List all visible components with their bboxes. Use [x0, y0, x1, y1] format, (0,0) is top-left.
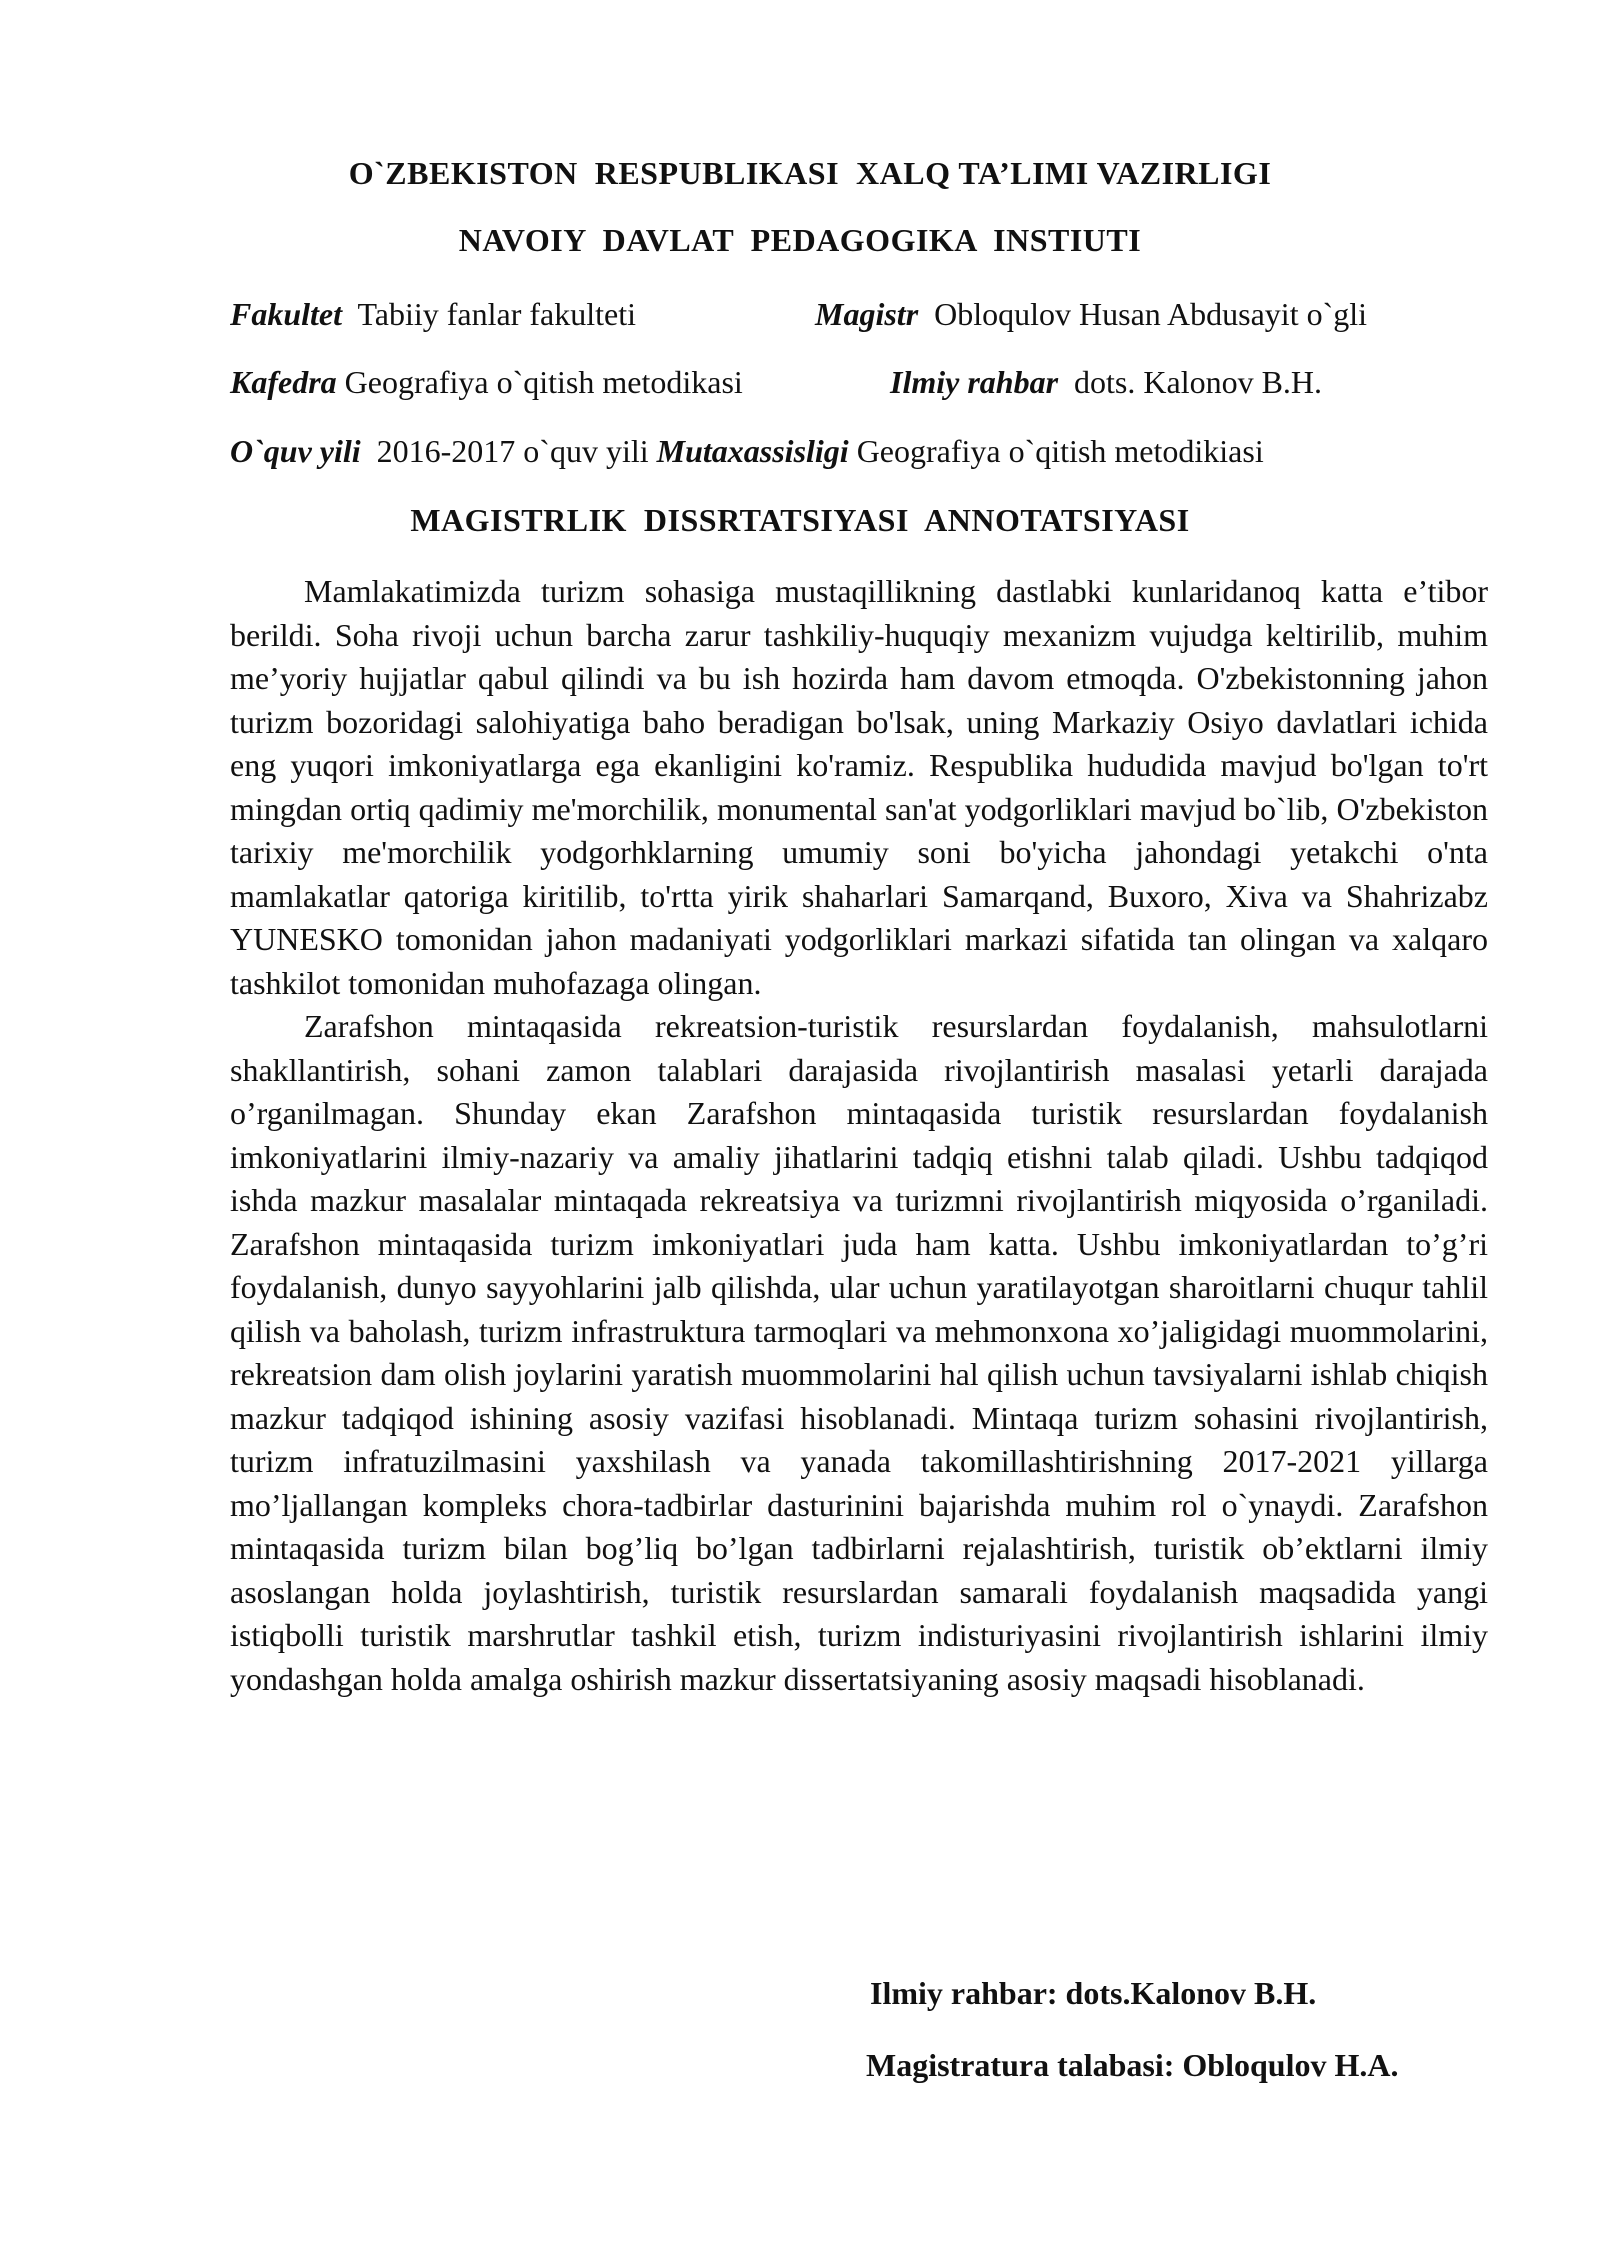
master-value: Obloqulov Husan Abdusayit o`gli [918, 296, 1368, 332]
specialty-label: Mutaxassisligi [656, 433, 849, 469]
faculty-label: Fakultet [230, 296, 343, 332]
ministry-heading: O`ZBEKISTON RESPUBLIKASI XALQ TA’LIMI VAZIRLIGI [348, 155, 1272, 191]
year-label: O`quv yili [230, 433, 361, 469]
department-row [230, 364, 743, 401]
department-value: Geografiya o`qitish metodikasi [336, 364, 743, 400]
department-label: Kafedra [230, 364, 337, 400]
faculty-value: Tabiiy fanlar fakulteti [342, 296, 636, 332]
master-label: Magistr [815, 296, 919, 332]
specialty-value: Geografiya o`qitish metodikiasi [848, 433, 1264, 469]
master-row [815, 296, 1367, 333]
paragraph-1: Mamlakatimizda turizm sohasiga mustaqillikning dastlabki kunlaridanoq katta e’tibor berildi. Soha rivoji uchun barcha zarur tashkiliy-huquqiy mexanizm vujudga keltirilib, muhim me’yoriy hujjatlar qabul qilindi va bu ish hozirda ham davom etmoqda. O'zbekistonning jahon turizm bozoridagi salohiyatiga baho beradigan bo'lsak, uning Markaziy Osiyo davlatlari ichida eng yuqori imkoniyatlarga ega ekanligini ko'ramiz. Respublika hududida mavjud bo'lgan to'rt mingdan ortiq qadimiy me'morchilik, monumental san'at yodgorliklari mavjud bo`lib, O'zbekiston tarixiy me'morchilik yodgorhklarning umumiy soni bo'yicha jahondagi yetakchi o'nta mamlakatlar qatoriga kiritilib, to'rtta yirik shaharlari Samarqand, Buxoro, Xiva va Shahrizabz YUNESKO tomonidan jahon madaniyati yodgorliklari markazi sifatida tan olingan va xalqaro tashkilot tomonidan muhofazaga olingan. [230, 573, 1488, 1001]
annotation-title: MAGISTRLIK DISSRTATSIYASI ANNOTATSIYASI [410, 502, 1190, 538]
faculty-row [230, 296, 636, 333]
institute-heading: NAVOIY DAVLAT PEDAGOGIKA INSTIUTI [458, 222, 1142, 258]
supervisor-row [890, 364, 1322, 401]
paragraph-2: Zarafshon mintaqasida rekreatsion-turistik resurslardan foydalanish, mahsulotlarni shakllantirish, sohani zamon talablari darajasida rivojlantirish masalasi yetarli darajada o’rganilmagan. Shunday ekan Zarafshon mintaqasida turistik resurslardan foydalanish imkoniyatlarini ilmiy-nazariy va amaliy jihatlarini tadqiq etishni talab qiladi. Ushbu tadqiqod ishda mazkur masalalar mintaqada rekreatsiya va turizmni rivojlantirish miqyosida o’rganiladi. Zarafshon mintaqasida turizm imkoniyatlari juda ham katta. Ushbu imkoniyatlardan to’g’ri foydalanish, dunyo sayyohlarini jalb qilishda, ular uchun yaratilayotgan sharoitlarni chuqur tahlil qilish va baholash, turizm infrastruktura tarmoqlari va mehmonxona xo’jaligidagi muommolarini, rekreatsion dam olish joylarini yaratish muommolarini hal qilish uchun tavsiyalarni ishlab chiqish mazkur tadqiqod ishining asosiy vazifasi hisoblanadi. Mintaqa turizm sohasini rivojlantirish, turizm infratuzilmasini yaxshilash va yanada takomillashtirishning 2017-2021 yillarga mo’ljallangan kompleks chora-tadbirlar dasturinini bajarishda muhim rol o`ynaydi. Zarafshon mintaqasida turizm bilan bog’liq bo’lgan tadbirlarni rejalashtirish, turistik ob’ektlarni ilmiy asoslangan holda joylashtirish, turistik resurslardan samarali foydalanish maqsadida yangi istiqbolli turistik marshrutlar tashkil etish, turizm indisturiyasini rivojlantirish ishlarini ilmiy yondashgan holda amalga oshirish mazkur dissertatsiyaning asosiy maqsadi hisoblanadi. [230, 1008, 1488, 1697]
supervisor-signature: Ilmiy rahbar: dots.Kalonov B.H. [870, 1975, 1317, 2011]
student-signature: Magistratura talabasi: Obloqulov H.A. [866, 2047, 1399, 2083]
supervisor-value: dots. Kalonov B.H. [1058, 364, 1323, 400]
supervisor-label: Ilmiy rahbar [890, 364, 1059, 400]
annotation-body [230, 570, 1488, 1701]
year-value: 2016-2017 o`quv yili [360, 433, 657, 469]
year-specialty-row [230, 433, 1264, 470]
